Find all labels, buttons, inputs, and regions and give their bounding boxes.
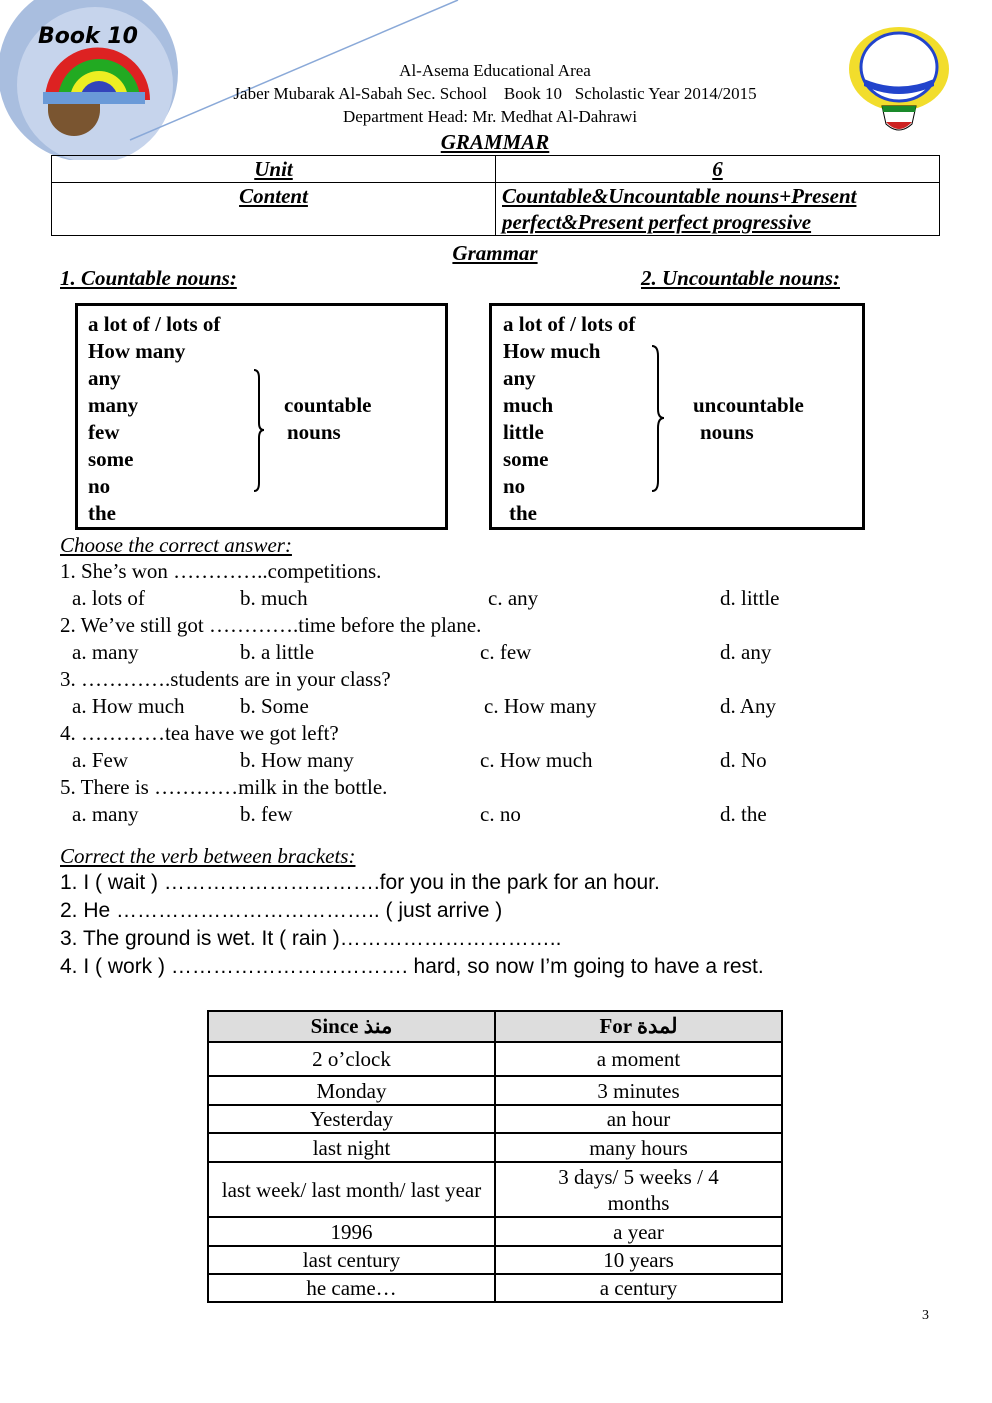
choose-heading: Choose the correct answer: <box>60 533 292 557</box>
since-cell: Yesterday <box>208 1105 495 1133</box>
brace-icon <box>250 368 266 493</box>
option: a. Few <box>72 748 128 772</box>
unit-label: Unit <box>254 157 293 181</box>
uncountable-word: the <box>509 501 537 525</box>
for-cell: a century <box>495 1274 782 1302</box>
option: c. no <box>480 802 521 826</box>
option: a. many <box>72 640 139 664</box>
for-cell: an hour <box>495 1105 782 1133</box>
since-cell: he came… <box>208 1274 495 1302</box>
since-cell: last century <box>208 1246 495 1274</box>
verb-exercise-line: 2. He ……………………………….. ( just arrive ) <box>60 899 503 922</box>
for-cell: a year <box>495 1217 782 1246</box>
option: d. any <box>720 640 772 664</box>
countable-heading <box>60 266 237 290</box>
for-cell: 10 years <box>495 1246 782 1274</box>
uncountable-word: a lot of / lots of <box>503 312 636 336</box>
for-cell: 3 days/ 5 weeks / 4 months <box>495 1162 782 1217</box>
uncountable-label: nouns <box>700 420 754 444</box>
uncountable-heading: 2. Uncountable nouns: <box>641 266 840 290</box>
countable-word: any <box>88 366 121 390</box>
option: b. How many <box>240 748 354 772</box>
grammar-heading: Grammar <box>452 241 538 265</box>
question-2: 2. We’ve still got ………….time before the plane. <box>60 613 482 637</box>
watermark <box>404 574 456 611</box>
content-label: Content <box>239 184 308 208</box>
correct-heading: Correct the verb between brackets: <box>60 844 356 868</box>
unit-value: 6 <box>712 157 723 181</box>
option: b. much <box>240 586 308 610</box>
option: a. many <box>72 802 139 826</box>
option: c. How many <box>484 694 597 718</box>
verb-exercise-line: 4. I ( work ) ……………………………. hard, so now I’m going to have a rest. <box>60 955 764 978</box>
since-header: Since منذ <box>208 1011 495 1042</box>
verb-exercise-line: 1. I ( wait ) ………………………….for you in the park for an hour. <box>60 871 660 894</box>
option: b. Some <box>240 694 309 718</box>
countable-label: countable <box>284 393 372 417</box>
option: b. a little <box>240 640 315 664</box>
countable-word: a lot of / lots of <box>88 312 221 336</box>
uncountable-word: no <box>503 474 526 498</box>
page-title: GRAMMAR <box>440 130 550 154</box>
question-5: 5. There is …………milk in the bottle. <box>60 775 388 799</box>
brace-icon <box>649 344 667 494</box>
uncountable-word: any <box>503 366 536 390</box>
for-cell: many hours <box>495 1133 782 1162</box>
option: a. lots of <box>72 586 145 610</box>
countable-word: few <box>88 420 120 444</box>
since-cell: last night <box>208 1133 495 1162</box>
header-line-3: Department Head: Mr. Medhat Al-Dahrawi <box>342 107 638 126</box>
option: c. few <box>480 640 532 664</box>
question-4: 4. …………tea have we got left? <box>60 721 339 745</box>
uncountable-word: much <box>503 393 554 417</box>
countable-word: no <box>88 474 111 498</box>
uncountable-word: little <box>503 420 544 444</box>
uncountable-label: uncountable <box>693 393 804 417</box>
since-cell: 1996 <box>208 1217 495 1246</box>
question-1: 1. She’s won …………..competitions. <box>60 559 382 583</box>
since-cell: last week/ last month/ last year <box>208 1162 495 1217</box>
option: b. few <box>240 802 293 826</box>
content-value: Countable&Uncountable nouns+Present perfect&Present perfect progressive <box>502 184 857 234</box>
option: c. any <box>488 586 539 610</box>
since-cell: 2 o’clock <box>208 1042 495 1076</box>
header-line-2: Jaber Mubarak Al-Sabah Sec. School Book 10 Scholastic Year 2014/2015 <box>233 84 757 103</box>
countable-label: nouns <box>287 420 341 444</box>
option: d. the <box>720 802 767 826</box>
option: d. No <box>720 748 767 772</box>
countable-word: many <box>88 393 139 417</box>
question-3: 3. ………….students are in your class? <box>60 667 391 691</box>
option: c. How much <box>480 748 593 772</box>
option: a. How much <box>72 694 185 718</box>
countable-heading-text: 1. Countable nouns: <box>60 266 237 290</box>
for-cell: a moment <box>495 1042 782 1076</box>
verb-exercise-line: 3. The ground is wet. It ( rain )………………………….. <box>60 927 562 950</box>
school-logo <box>0 0 460 160</box>
uncountable-word: How much <box>503 339 601 363</box>
option: d. little <box>720 586 780 610</box>
header-line-1: Al-Asema Educational Area <box>399 61 591 80</box>
option: d. Any <box>720 694 777 718</box>
countable-word: the <box>88 501 116 525</box>
for-header: For لمدة <box>495 1011 782 1042</box>
unit-info-table <box>51 155 940 236</box>
since-cell: Monday <box>208 1076 495 1105</box>
uncountable-word: some <box>503 447 549 471</box>
svg-text:Book 10: Book 10 <box>38 24 138 49</box>
page-number: 3 <box>922 1308 929 1323</box>
countable-word: some <box>88 447 134 471</box>
for-cell: 3 minutes <box>495 1076 782 1105</box>
kuwait-emblem <box>842 24 957 138</box>
since-for-table <box>207 1010 783 1303</box>
countable-word: How many <box>88 339 186 363</box>
